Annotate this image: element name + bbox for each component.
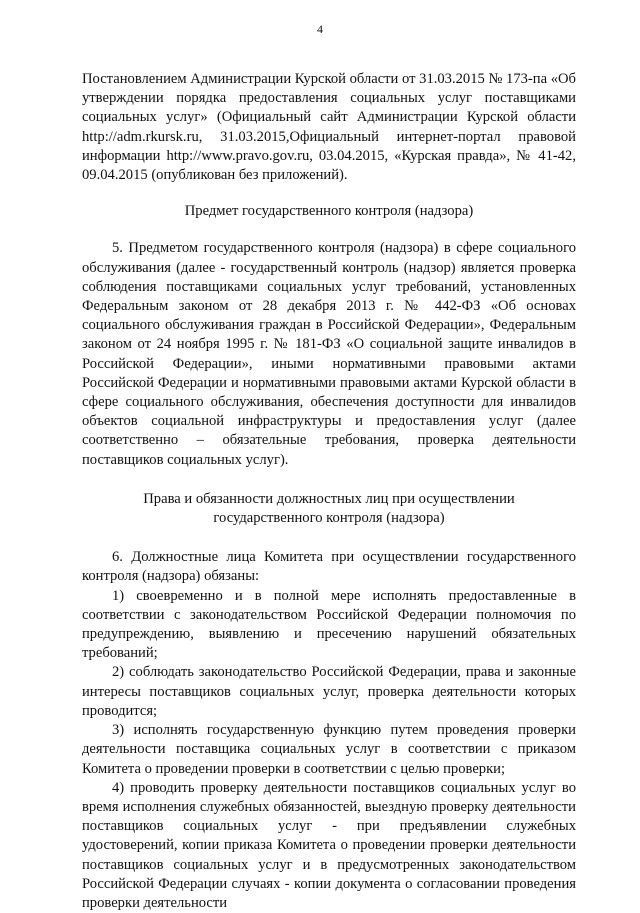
intro-paragraph: Постановлением Администрации Курской области от 31.03.2015 № 173-па «Об утверждении порядка предоставления социальных услуг поставщиками социальных услуг» (Официальный сайт Администрации Курской области http://adm.rkursk.ru, 31.03.2015,Официальный интернет-портал правовой информации http://www.pravo.gov.ru, 03.04.2015, «Курская правда», № 41-42, 09.04.2015 (опубликован без приложений). bbox=[82, 71, 576, 184]
paragraph-item-6: 6. Должностные лица Комитета при осуществлении государственного контроля (надзора) обязаны: bbox=[82, 549, 576, 585]
paragraph-item-6-1: 1) своевременно и в полной мере исполнять предоставленные в соответствии с законодательством Российской Федерации полномочия по предупреждению, выявлению и пресечению нарушений обязательных требований; bbox=[82, 587, 576, 662]
paragraph-item-6-3: 3) исполнять государственную функцию путем проведения проверки деятельности поставщика социальных услуг в соответствии с приказом Комитета о проведении проверки в соответствии с целью проверки; bbox=[82, 722, 576, 777]
section-heading-rights-line-1: Права и обязанности должностных лиц при осуществлении bbox=[143, 490, 515, 507]
section-heading-rights-line-2: государственного контроля (надзора) bbox=[213, 510, 445, 527]
section-heading-subject: Предмет государственного контроля (надзора) bbox=[184, 203, 474, 220]
document-body bbox=[82, 70, 576, 913]
section-heading-rights bbox=[82, 490, 576, 528]
paragraph-item-6-4: 4) проводить проверку деятельности поставщиков социальных услуг во время исполнения служебных обязанностей, выездную проверку деятельности поставщиков социальных услуг - при предъявлении служебных удостоверений, копии приказа Комитета о проведении проверки деятельности поставщиков социальных услуг и в предусмотренных законодательством Российской Федерации случаях - копии документа о согласовании проведения проверки деятельности bbox=[82, 779, 576, 911]
paragraph-item-6-2: 2) соблюдать законодательство Российской Федерации, права и законные интересы поставщиков социальных услуг, проверка деятельности которых проводится; bbox=[82, 664, 576, 719]
paragraph-item-5: 5. Предметом государственного контроля (надзора) в сфере социального обслуживания (далее - государственный контроль (надзор) является проверка соблюдения поставщиками социальных услуг требований, установленных Федеральным законом от 28 декабря 2013 г. № 442-ФЗ «Об основах социального обслуживания граждан в Российской Федерации», Федеральным законом от 24 ноября 1995 г. № 181-ФЗ «О социальной защите инвалидов в Российской Федерации», иными нормативными правовыми актами Российской Федерации и нормативными правовыми актами Курской области в сфере социального обслуживания, обеспечения доступности для инвалидов объектов социальной инфраструктуры и предоставления услуг (далее соответственно – обязательные требования, проверка деятельности поставщиков социальных услуг). bbox=[82, 240, 576, 468]
page-number: 4 bbox=[317, 22, 323, 36]
